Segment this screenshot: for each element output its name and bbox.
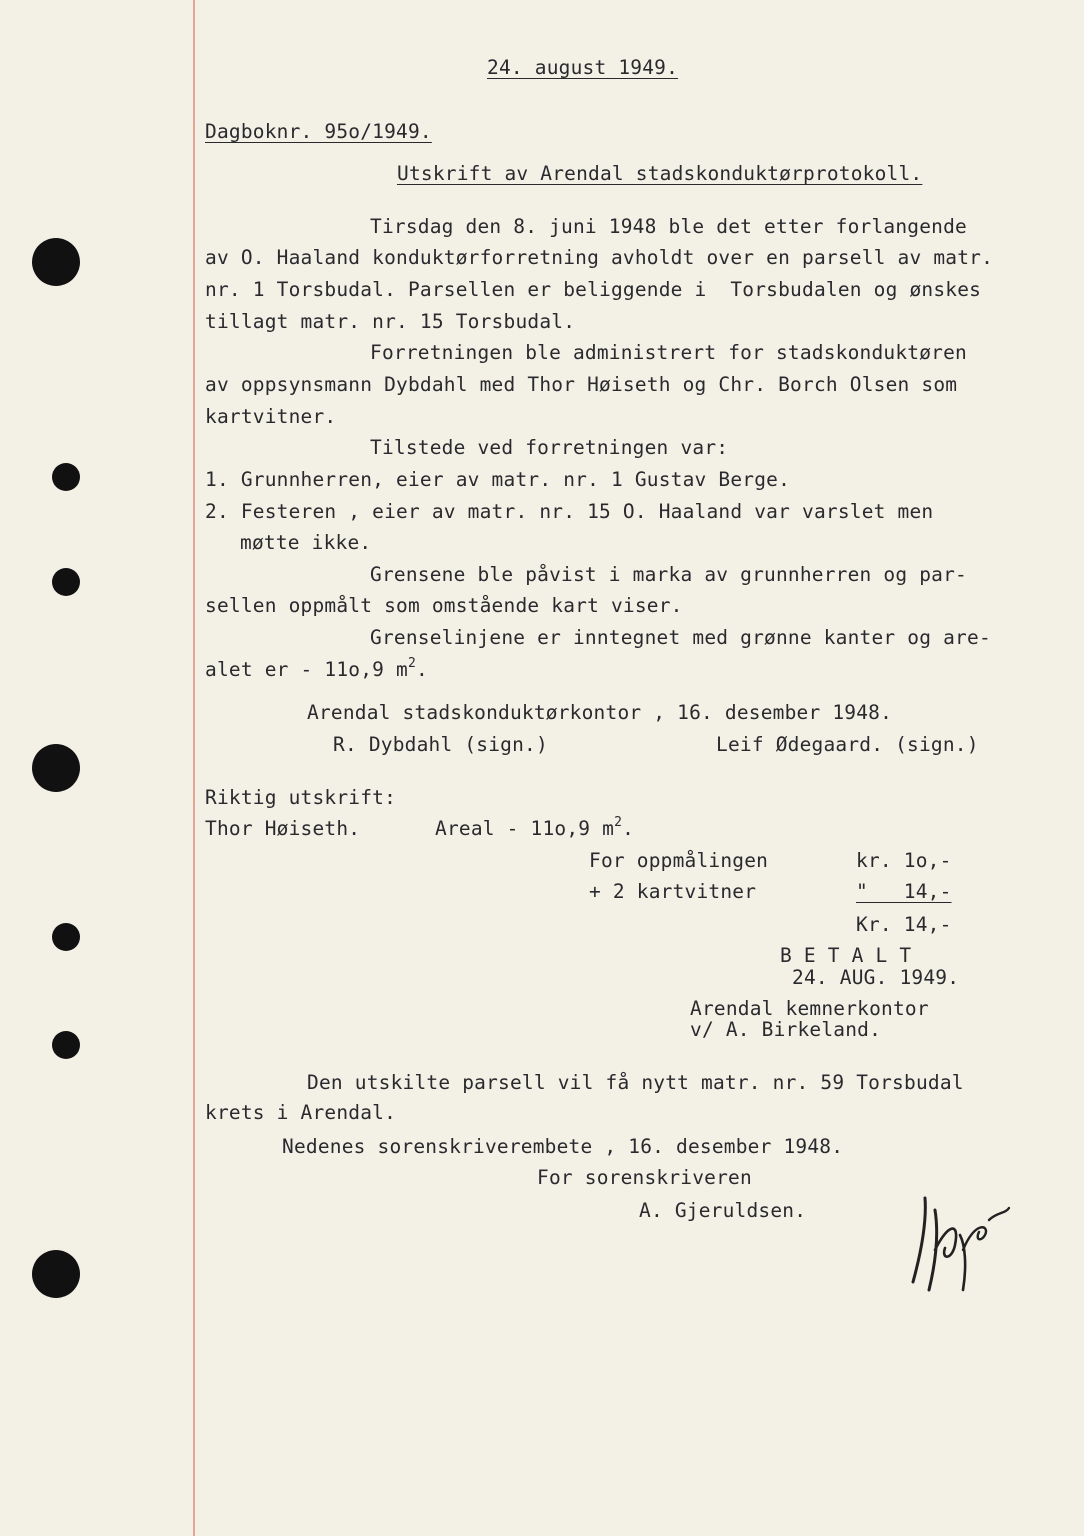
- punch-hole: [32, 1250, 80, 1298]
- court-date-line: Nedenes sorenskriverembete , 16. desember 1948.: [282, 1135, 844, 1158]
- body-line: av oppsynsmann Dybdahl med Thor Høiseth og Chr. Borch Olsen som: [205, 373, 958, 396]
- punch-hole: [52, 568, 80, 596]
- document-date: 24. august 1949.: [487, 56, 679, 79]
- list-item: 1. Grunnherren, eier av matr. nr. 1 Gustav Berge.: [205, 468, 791, 491]
- punch-hole: [52, 463, 80, 491]
- handwritten-initials: [905, 1190, 1015, 1300]
- margin-line: [193, 0, 195, 1536]
- body-line: tillagt matr. nr. 15 Torsbudal.: [205, 310, 576, 333]
- copy-signer: Thor Høiseth.: [205, 817, 361, 840]
- body-line: Grenselinjene er inntegnet med grønne kanter og are-: [370, 626, 991, 649]
- document-title: Utskrift av Arendal stadskonduktørprotokoll.: [397, 162, 923, 185]
- body-line: kartvitner.: [205, 405, 337, 428]
- fee-label: + 2 kartvitner: [589, 880, 757, 903]
- fee-amount: kr. 1o,-: [856, 849, 952, 872]
- court-signer-role: For sorenskriveren: [537, 1166, 752, 1189]
- area-line: alet er - 11o,9 $m^2$.: [205, 656, 428, 681]
- signature-left: R. Dybdahl (sign.): [333, 733, 548, 756]
- body-line: Grensene ble påvist i marka av grunnherren og par-: [370, 563, 967, 586]
- journal-number: Dagboknr. 95o/1949.: [205, 120, 432, 143]
- area-summary: Areal - 11o,9 $m^2$.: [435, 815, 635, 840]
- tax-office-signer: v/ A. Birkeland.: [690, 1018, 882, 1041]
- certified-copy-label: Riktig utskrift:: [205, 786, 397, 809]
- paid-date: 24. AUG. 1949.: [792, 966, 960, 989]
- office-date-line: Arendal stadskonduktørkontor , 16. desember 1948.: [307, 701, 893, 724]
- fee-amount: " 14,-: [856, 880, 952, 903]
- signature-right: Leif Ødegaard. (sign.): [716, 733, 979, 756]
- paid-stamp: B E T A L T: [780, 944, 912, 967]
- list-item: 2. Festeren , eier av matr. nr. 15 O. Haaland var varslet men: [205, 500, 934, 523]
- body-line: Den utskilte parsell vil få nytt matr. nr. 59 Torsbudal: [307, 1071, 964, 1094]
- body-line: Tirsdag den 8. juni 1948 ble det etter forlangende: [370, 215, 967, 238]
- tax-office: Arendal kemnerkontor: [690, 997, 929, 1020]
- body-line: av O. Haaland konduktørforretning avholdt over en parsell av matr.: [205, 246, 994, 269]
- punch-hole: [32, 744, 80, 792]
- body-line: krets i Arendal.: [205, 1101, 397, 1124]
- punch-hole: [32, 238, 80, 286]
- body-line: Tilstede ved forretningen var:: [370, 436, 729, 459]
- body-line: sellen oppmålt som omstående kart viser.: [205, 594, 683, 617]
- punch-hole: [52, 1031, 80, 1059]
- court-signer: A. Gjeruldsen.: [639, 1199, 807, 1222]
- punch-hole: [52, 923, 80, 951]
- body-line: nr. 1 Torsbudal. Parsellen er beliggende i Torsbudalen og ønskes: [205, 278, 982, 301]
- list-item: møtte ikke.: [240, 531, 372, 554]
- fee-label: For oppmålingen: [589, 849, 769, 872]
- fee-total: Kr. 14,-: [856, 913, 952, 936]
- body-line: Forretningen ble administrert for stadskonduktøren: [370, 341, 967, 364]
